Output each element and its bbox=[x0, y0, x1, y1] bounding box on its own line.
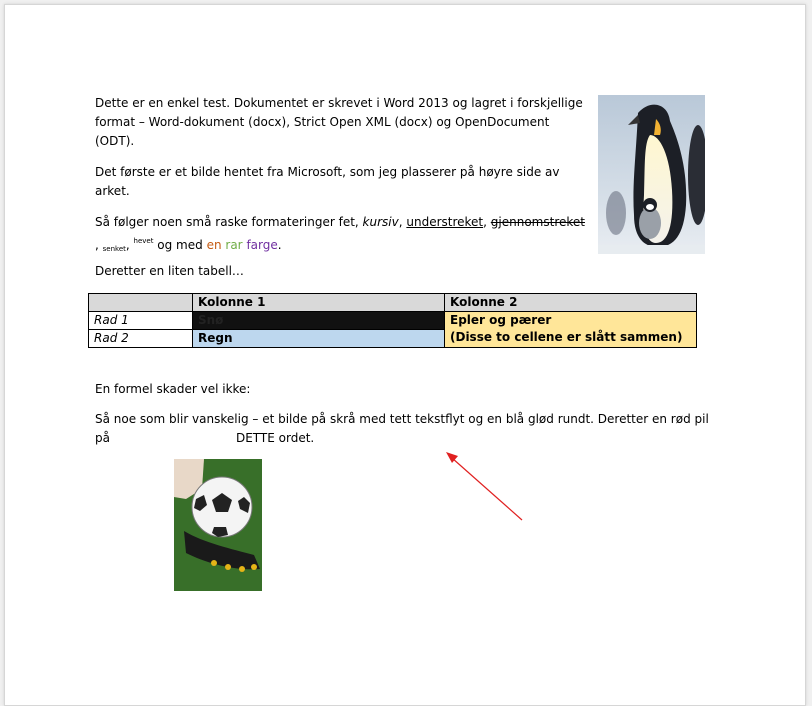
row-label: Rad 2 bbox=[89, 330, 193, 348]
table-header-row bbox=[89, 294, 697, 312]
paragraph-formatting: Så følger noen små raske formateringer fet, kursiv, understreket, gjennomstreket , $_{senket}$, $^{hevet}$ og med en rar farge. bbox=[95, 215, 585, 253]
table-cell: Snø bbox=[193, 312, 445, 330]
merged-cell: Epler og pærer (Disse to cellene er slått sammen) bbox=[445, 312, 697, 348]
paragraph-image-note: Det første er et bilde hentet fra Microsoft, som jeg plasserer på høyre side av arket. bbox=[95, 165, 560, 198]
paragraph-formula: En formel skader vel ikke: bbox=[95, 382, 251, 396]
paragraph-intro: Dette er en enkel test. Dokumentet er skrevet i Word 2013 og lagret i forskjellige format – Word-dokument (docx), Strict Open XML (docx) og OpenDocument (ODT). bbox=[95, 96, 583, 148]
penguin-image bbox=[598, 95, 705, 254]
table-header-col1: Kolonne 1 bbox=[193, 294, 445, 312]
table-cell: Regn bbox=[193, 330, 445, 348]
row-label: Rad 1 bbox=[89, 312, 193, 330]
paragraph-table-intro: Deretter en liten tabell… bbox=[95, 264, 244, 278]
data-table bbox=[88, 293, 697, 348]
paragraph-arrow: Så noe som blir vanskelig – et bilde på skrå med tett tekstflyt og en blå glød rundt. Deretter en rød pil på DETTE ordet. bbox=[95, 412, 709, 445]
table-row bbox=[89, 312, 697, 330]
table-header-empty bbox=[89, 294, 193, 312]
table-header-col2: Kolonne 2 bbox=[445, 294, 697, 312]
football-image bbox=[174, 459, 262, 591]
